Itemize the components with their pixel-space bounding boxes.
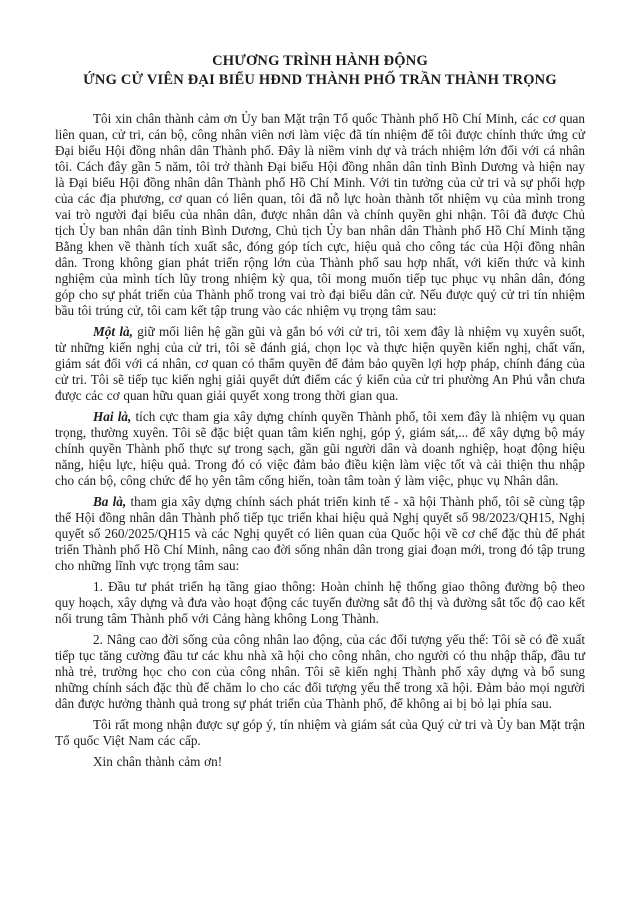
paragraph-focus-item-2 — [55, 632, 585, 712]
paragraph-text: tích cực tham gia xây dựng chính quyền Thành phố, tôi xem đây là nhiệm vụ quan trọng, thường xuyên. Tôi sẽ đặc biệt quan tâm kiến nghị, góp ý, giám sát,... để xây dựng bộ máy chính quyền Thành phố thực sự trong sạch, gần gũi người dân và doanh nghiệp, hoạt động hiệu năng, hiệu lực, hiệu quả. Trong đó có việc đảm bảo điều kiện làm việc tốt và cải thiện thu nhập cho cán bộ, công chức để họ yên tâm cống hiến, toàn tâm toàn ý làm việc, phục vụ Nhân dân. — [55, 409, 585, 488]
paragraph-task-two — [55, 409, 585, 489]
paragraph-intro — [55, 111, 585, 319]
document-title-line-1: CHƯƠNG TRÌNH HÀNH ĐỘNG — [212, 53, 428, 69]
paragraph-text: Xin chân thành cảm ơn! — [93, 754, 223, 769]
document-title — [55, 52, 585, 90]
paragraph-text: 1. Đầu tư phát triển hạ tầng giao thông: Hoàn chỉnh hệ thống giao thông đường bộ theo quy hoạch, xây dựng và đưa vào hoạt động các tuyến đường sắt đô thị và đường sắt tốc độ cao kết nối trung tâm Thành phố với Cảng hàng không Long Thành. — [55, 579, 585, 626]
paragraph-task-three — [55, 494, 585, 574]
paragraph-thanks — [55, 754, 585, 770]
paragraph-text: 2. Nâng cao đời sống của công nhân lao động, của các đối tượng yếu thế: Tôi sẽ có đề xuất tiếp tục tăng cường đầu tư các khu nhà xã hội cho công nhân, cho người có thu nhập thấp, đầu tư nhà trẻ, trường học cho con của công nhân. Tôi sẽ kiến nghị Thành phố xây dựng và bổ sung những chính sách đặc thù để chăm lo cho các đối tượng yếu thế trong xã hội. Đảm bảo mọi người dân được hưởng thành quả trong sự phát triển của Thành phố, để không ai bị bỏ lại phía sau. — [55, 632, 585, 711]
paragraph-task-one — [55, 324, 585, 404]
paragraph-lead: Ba là, — [93, 494, 127, 509]
paragraph-lead: Một là, — [93, 324, 133, 339]
paragraph-text: Tôi xin chân thành cảm ơn Ủy ban Mặt trận Tổ quốc Thành phố Hồ Chí Minh, các cơ quan liên quan, cử tri, cán bộ, công nhân viên nơi làm việc đã tín nhiệm để tôi được chính thức ứng cử Đại biểu Hội đồng nhân dân Thành phố. Đây là niềm vinh dự và trách nhiệm lớn đối với cá nhân tôi. Cách đây gần 5 năm, tôi trở thành Đại biểu Hội đồng nhân dân tỉnh Bình Dương và hiện nay là Đại biểu Hội đồng nhân dân Thành phố Hồ Chí Minh. Với tin tưởng của cử tri và sự phối hợp của các địa phương, cơ quan có liên quan, tôi đã nỗ lực hoàn thành tốt nhiệm vụ của mình trong vai trò người đại biểu của nhân dân, được nhân dân và chính quyền ghi nhận. Tôi đã được Chủ tịch Ủy ban nhân dân tỉnh Bình Dương, Chủ tịch Ủy ban nhân dân Thành phố Hồ Chí Minh tặng Bằng khen về thành tích xuất sắc, đóng góp tích cực, hiệu quả cho công tác của Hội đồng nhân dân. Trong không gian phát triển rộng lớn của Thành phố sau hợp nhất, với kiến thức và kinh nghiệm của mình tích lũy trong nhiệm kỳ qua, tôi mong muốn tiếp tục phục vụ nhân dân, đóng góp cho sự phát triển của Thành phố trong vai trò đại biểu dân cử. Nếu được quý cử tri tín nhiệm bầu tôi trúng cử, tôi cam kết tập trung vào các nhiệm vụ trọng tâm sau: — [55, 111, 585, 318]
document-title-line-2: ỨNG CỬ VIÊN ĐẠI BIỂU HĐND THÀNH PHỐ TRẦN THÀNH TRỌNG — [83, 72, 557, 88]
paragraph-text: Tôi rất mong nhận được sự góp ý, tín nhiệm và giám sát của Quý cử tri và Ủy ban Mặt trận Tổ quốc Việt Nam các cấp. — [55, 717, 585, 748]
paragraph-closing-request — [55, 717, 585, 749]
paragraph-focus-item-1 — [55, 579, 585, 627]
paragraph-lead: Hai là, — [93, 409, 132, 424]
paragraph-text: tham gia xây dựng chính sách phát triển kinh tế - xã hội Thành phố, tôi sẽ cùng tập thể Hội đồng nhân dân Thành phố tiếp tục triển khai hiệu quả Nghị quyết số 98/2023/QH15, Nghị quyết số 260/2025/QH15 và các Nghị quyết có liên quan của Quốc hội về cơ chế đặc thù để phát triển Thành phố Hồ Chí Minh, nâng cao đời sống nhân dân trong giai đoạn mới, trong đó tập trung cho những lĩnh vực trọng tâm sau: — [55, 494, 585, 573]
paragraph-text: giữ mối liên hệ gần gũi và gắn bó với cử tri, tôi xem đây là nhiệm vụ xuyên suốt, từ những kiến nghị của cử tri, tôi sẽ đánh giá, chọn lọc và thực hiện quyền kiến nghị, chất vấn, giám sát đối với cá nhân, cơ quan có thẩm quyền để đảm bảo quyền lợi hợp pháp, chính đáng của cử tri. Tôi sẽ tiếp tục kiến nghị giải quyết dứt điểm các ý kiến của cử tri phường An Phú vẫn chưa được các cơ quan hữu quan giải quyết xong trong thời gian qua. — [55, 324, 585, 403]
